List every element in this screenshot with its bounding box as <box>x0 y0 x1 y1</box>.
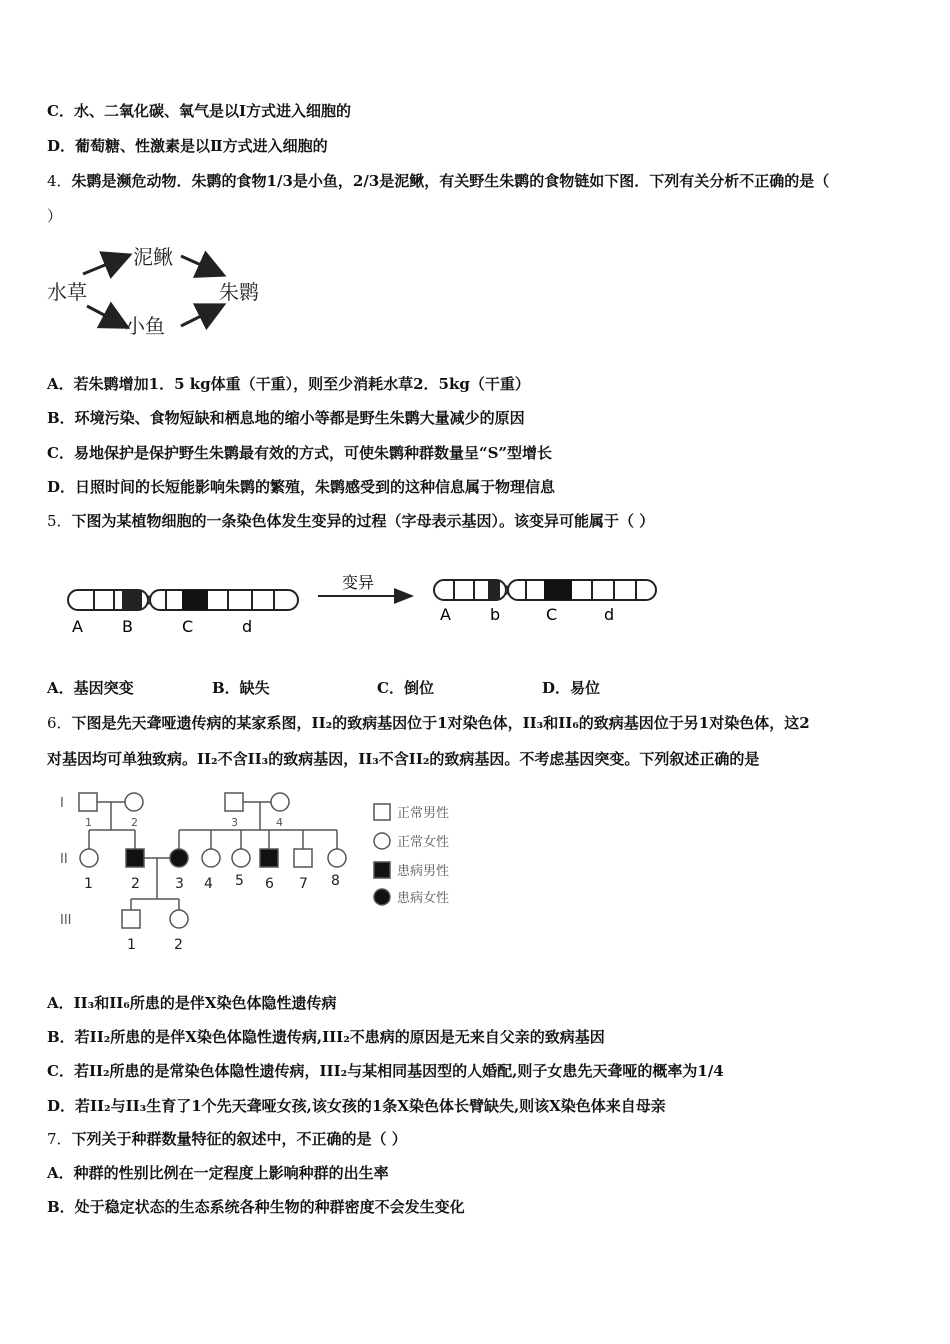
q4-stem-line2: ） <box>47 207 63 225</box>
pedigree-II-2 <box>126 849 144 867</box>
node-water-grass: 水草 <box>47 280 87 304</box>
q6-option-c: C．若II₂所患的是常染色体隐性遗传病，III₂与某相同基因型的人婚配,则子女患先天聋哑的概率为1/4 <box>47 1062 724 1080</box>
q5-number: 5． <box>47 512 72 530</box>
arrow-fish-to-ibis <box>181 306 221 326</box>
q7-option-b: B．处于稳定状态的生态系统各种生物的种群密度不会发生变化 <box>47 1198 465 1216</box>
pedigree-II-5 <box>232 849 250 867</box>
gen3-label-1: 1 <box>127 937 136 953</box>
q5-stem-text: 下图为某植物细胞的一条染色体发生变异的过程（字母表示基因）。该变异可能属于（ ） <box>71 512 655 530</box>
generation-label-I: I <box>60 796 64 811</box>
pedigree-chart <box>55 785 475 957</box>
gen2-label-2: 2 <box>131 876 140 892</box>
q4-stem-line1: 朱鹮是濒危动物．朱鹮的食物1/3是小鱼，2/3是泥鳅，有关野生朱鹮的食物链如下图．下列有关分析不正确的是（ <box>71 172 830 190</box>
q4-stem <box>47 171 829 191</box>
q4-number: 4． <box>47 172 72 190</box>
gene-label-after-4: d <box>604 605 615 624</box>
q5-option-d: D．易位 <box>542 679 601 697</box>
gene-label-after-2: b <box>490 605 501 624</box>
q7-stem-text: 下列关于种群数量特征的叙述中，不正确的是（ ） <box>71 1130 407 1148</box>
pedigree-II-3 <box>170 849 188 867</box>
q5-stem <box>47 511 654 531</box>
gen1-label-2: 2 <box>131 816 138 829</box>
pedigree-I-4 <box>271 793 289 811</box>
gen2-label-5: 5 <box>235 873 244 889</box>
generation-label-II: II <box>60 852 68 867</box>
q4-option-a: A．若朱鹮增加1．5 kg体重（干重），则至少消耗水草2．5kg（干重） <box>47 375 530 393</box>
q4-option-d: D．日照时间的长短能影响朱鹮的繁殖，朱鹮感受到的这种信息属于物理信息 <box>47 478 556 496</box>
gen2-label-4: 4 <box>204 876 213 892</box>
node-loach: 泥鳅 <box>133 245 173 269</box>
gen2-label-3: 3 <box>175 876 184 892</box>
node-small-fish: 小鱼 <box>125 314 165 338</box>
legend-affected-female-icon <box>374 889 390 905</box>
q5-option-c: C．倒位 <box>377 679 434 697</box>
gene-label-after-1: A <box>440 605 451 624</box>
pedigree-III-2 <box>170 910 188 928</box>
pedigree-II-1 <box>80 849 98 867</box>
gene-label-before-1: A <box>72 617 83 636</box>
pedigree-II-7 <box>294 849 312 867</box>
q6-stem-line1: 下图是先天聋哑遗传病的某家系图，II₂的致病基因位于1对染色体，II₃和II₆的致病基因位于另1对染色体，这2 <box>71 714 810 732</box>
legend-affected-female: 患病女性 <box>397 891 450 906</box>
q7-number: 7． <box>47 1130 72 1148</box>
arrow-loach-to-ibis <box>181 256 221 274</box>
q6-option-b: B．若II₂所患的是伴X染色体隐性遗传病,III₂不患病的原因是无来自父亲的致病基因 <box>47 1028 605 1046</box>
gen2-label-8: 8 <box>331 873 340 889</box>
legend-normal-female-icon <box>374 833 390 849</box>
q7-option-a: A．种群的性别比例在一定程度上影响种群的出生率 <box>47 1164 389 1182</box>
q7-stem <box>47 1129 407 1149</box>
pedigree-I-2 <box>125 793 143 811</box>
gen1-label-1: 1 <box>85 816 92 829</box>
gen2-label-6: 6 <box>265 876 274 892</box>
q4-option-c: C．易地保护是保护野生朱鹮最有效的方式，可使朱鹮种群数量呈“S”型增长 <box>47 444 553 462</box>
gen2-label-7: 7 <box>299 876 308 892</box>
q6-number: 6． <box>47 714 72 732</box>
q5-option-b: B．缺失 <box>212 679 270 697</box>
q6-stem-line2: 对基因均可单独致病。II₂不含II₃的致病基因，II₃不含II₂的致病基因。不考虑基因突变。下列叙述正确的是 <box>47 750 760 768</box>
q5-options-row <box>47 677 667 699</box>
gene-label-before-3: C <box>182 617 194 636</box>
legend-normal-male: 正常男性 <box>397 806 450 821</box>
chromosome-before <box>68 590 298 610</box>
pedigree-II-4 <box>202 849 220 867</box>
q6-option-a: A．II₃和II₆所患的是伴X染色体隐性遗传病 <box>47 994 337 1012</box>
arrow-grass-to-loach <box>83 256 127 274</box>
gen2-label-1: 1 <box>84 876 93 892</box>
chromosome-diagram <box>62 568 662 638</box>
node-ibis: 朱鹮 <box>219 280 259 304</box>
q6-stem <box>47 713 810 733</box>
gene-label-before-4: d <box>242 617 253 636</box>
legend-affected-male-icon <box>374 862 390 878</box>
legend-affected-male: 患病男性 <box>397 864 450 879</box>
q3-option-d: D．葡萄糖、性激素是以Ⅱ方式进入细胞的 <box>47 137 328 155</box>
chromosome-after <box>434 580 656 600</box>
generation-label-III: III <box>60 913 72 928</box>
mutation-arrow-label: 变异 <box>342 573 375 592</box>
pedigree-II-6 <box>260 849 278 867</box>
gen1-label-4: 4 <box>276 816 283 829</box>
pedigree-I-1 <box>79 793 97 811</box>
legend-normal-male-icon <box>374 804 390 820</box>
q4-option-b: B．环境污染、食物短缺和栖息地的缩小等都是野生朱鹮大量减少的原因 <box>47 409 525 427</box>
gen1-label-3: 3 <box>231 816 238 829</box>
food-chain-diagram <box>45 240 275 345</box>
gene-label-after-3: C <box>546 605 558 624</box>
q6-option-d: D．若II₂与II₃生育了1个先天聋哑女孩,该女孩的1条X染色体长臂缺失,则该X染色体来自母亲 <box>47 1097 666 1115</box>
gen3-label-2: 2 <box>174 937 183 953</box>
q3-option-c: C．水、二氧化碳、氧气是以Ⅰ方式进入细胞的 <box>47 102 351 120</box>
q5-option-a: A．基因突变 <box>47 679 134 697</box>
pedigree-III-1 <box>122 910 140 928</box>
pedigree-I-3 <box>225 793 243 811</box>
legend-normal-female: 正常女性 <box>397 835 450 850</box>
arrow-grass-to-fish <box>87 306 125 326</box>
gene-label-before-2: B <box>122 617 133 636</box>
pedigree-II-8 <box>328 849 346 867</box>
